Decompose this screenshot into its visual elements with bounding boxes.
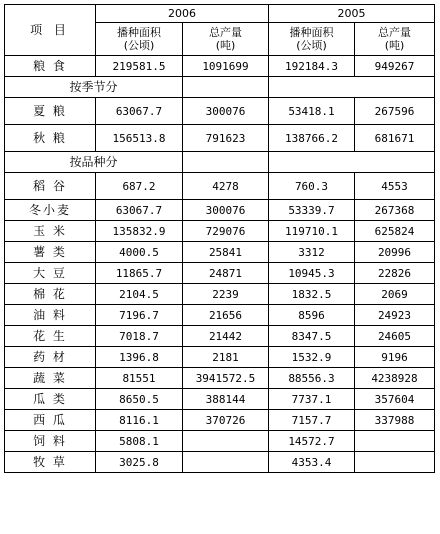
output-2006-cell: 24871 (183, 263, 269, 284)
area-2006-cell: 5808.1 (96, 431, 183, 452)
table-row (5, 326, 435, 347)
output-2005-cell (355, 452, 435, 473)
output-2005-cell: 681671 (355, 125, 435, 152)
table-row (5, 173, 435, 200)
table-row (5, 368, 435, 389)
output-2005-header (355, 23, 435, 56)
section-label-variety: 按品种分 (5, 152, 183, 173)
output-2006-cell: 1091699 (183, 56, 269, 77)
output-2006-cell: 388144 (183, 389, 269, 410)
section-row-variety (5, 152, 435, 173)
area-2005-cell: 14572.7 (269, 431, 355, 452)
row-name: 油 料 (5, 305, 96, 326)
area-2005-cell: 8347.5 (269, 326, 355, 347)
area-2005-cell: 138766.2 (269, 125, 355, 152)
output-2005-cell: 9196 (355, 347, 435, 368)
output-2006-cell (183, 431, 269, 452)
row-name: 玉 米 (5, 221, 96, 242)
section-label-season: 按季节分 (5, 77, 183, 98)
area-2005-cell: 53418.1 (269, 98, 355, 125)
empty-cell (183, 152, 269, 173)
area-2006-cell: 2104.5 (96, 284, 183, 305)
area-2005-cell: 119710.1 (269, 221, 355, 242)
output-2006-cell: 21442 (183, 326, 269, 347)
area-2006-cell: 8650.5 (96, 389, 183, 410)
area-2005-cell: 4353.4 (269, 452, 355, 473)
table-row (5, 431, 435, 452)
output-2006-cell: 2181 (183, 347, 269, 368)
row-name: 薯 类 (5, 242, 96, 263)
area-2006-cell: 8116.1 (96, 410, 183, 431)
table-row (5, 221, 435, 242)
output-2005-cell: 949267 (355, 56, 435, 77)
year-2006-header: 2006 (96, 5, 269, 23)
output-2006-cell: 4278 (183, 173, 269, 200)
area-2005-cell: 7737.1 (269, 389, 355, 410)
output-2006-header (183, 23, 269, 56)
area-2005-header (269, 23, 355, 56)
output-2006-cell: 729076 (183, 221, 269, 242)
output-unit: (吨) (384, 39, 405, 52)
empty-cell (183, 77, 269, 98)
area-2005-cell: 10945.3 (269, 263, 355, 284)
table-row (5, 347, 435, 368)
row-name: 瓜 类 (5, 389, 96, 410)
output-2006-cell: 370726 (183, 410, 269, 431)
area-2006-cell: 81551 (96, 368, 183, 389)
table-row (5, 284, 435, 305)
row-name: 花 生 (5, 326, 96, 347)
output-2006-cell: 21656 (183, 305, 269, 326)
output-2005-cell: 24605 (355, 326, 435, 347)
area-2006-cell: 7196.7 (96, 305, 183, 326)
output-2006-cell: 2239 (183, 284, 269, 305)
area-2006-cell: 63067.7 (96, 98, 183, 125)
area-2005-cell: 760.3 (269, 173, 355, 200)
area-2005-cell: 7157.7 (269, 410, 355, 431)
output-2005-cell: 357604 (355, 389, 435, 410)
area-2005-cell: 3312 (269, 242, 355, 263)
empty-cell (269, 77, 435, 98)
item-header: 项 目 (5, 5, 96, 56)
table-row-grain-total (5, 56, 435, 77)
table-row (5, 389, 435, 410)
row-name: 牧 草 (5, 452, 96, 473)
area-2005-cell: 1832.5 (269, 284, 355, 305)
output-2005-cell: 267596 (355, 98, 435, 125)
row-name: 棉 花 (5, 284, 96, 305)
area-2006-cell: 4000.5 (96, 242, 183, 263)
table-row (5, 452, 435, 473)
table-row (5, 242, 435, 263)
section-row-season (5, 77, 435, 98)
area-2005-cell: 1532.9 (269, 347, 355, 368)
empty-cell (269, 152, 435, 173)
output-label: 总产量 (209, 26, 242, 39)
area-unit: (公顷) (123, 39, 155, 52)
output-2005-cell: 2069 (355, 284, 435, 305)
area-2006-cell: 11865.7 (96, 263, 183, 284)
output-2006-cell: 300076 (183, 98, 269, 125)
output-2006-cell: 791623 (183, 125, 269, 152)
table-row (5, 305, 435, 326)
row-name: 蔬 菜 (5, 368, 96, 389)
table-row (5, 125, 435, 152)
area-2005-cell: 88556.3 (269, 368, 355, 389)
row-name: 秋 粮 (5, 125, 96, 152)
grain-statistics-table (4, 4, 435, 473)
table-row (5, 263, 435, 284)
area-unit: (公顷) (296, 39, 327, 52)
output-2005-cell: 267368 (355, 200, 435, 221)
area-2006-cell: 7018.7 (96, 326, 183, 347)
row-name: 大 豆 (5, 263, 96, 284)
year-2005-header: 2005 (269, 5, 435, 23)
row-name: 饲 料 (5, 431, 96, 452)
output-2005-cell: 4553 (355, 173, 435, 200)
output-unit: (吨) (215, 39, 236, 52)
area-2005-cell: 8596 (269, 305, 355, 326)
row-name: 粮 食 (5, 56, 96, 77)
row-name: 夏 粮 (5, 98, 96, 125)
output-2006-cell (183, 452, 269, 473)
area-2005-cell: 53339.7 (269, 200, 355, 221)
output-2005-cell (355, 431, 435, 452)
row-name: 稻 谷 (5, 173, 96, 200)
output-label: 总产量 (378, 26, 411, 39)
area-2006-cell: 687.2 (96, 173, 183, 200)
table-row (5, 98, 435, 125)
area-2005-cell: 192184.3 (269, 56, 355, 77)
output-2006-cell: 300076 (183, 200, 269, 221)
table-row (5, 200, 435, 221)
output-2005-cell: 337988 (355, 410, 435, 431)
area-2006-cell: 135832.9 (96, 221, 183, 242)
area-2006-cell: 63067.7 (96, 200, 183, 221)
row-name: 冬小麦 (5, 200, 96, 221)
area-2006-cell: 1396.8 (96, 347, 183, 368)
output-2006-cell: 25841 (183, 242, 269, 263)
row-name: 药 材 (5, 347, 96, 368)
area-label: 播种面积 (117, 26, 161, 39)
area-2006-cell: 156513.8 (96, 125, 183, 152)
output-2005-cell: 625824 (355, 221, 435, 242)
output-2006-cell: 3941572.5 (183, 368, 269, 389)
area-2006-header (96, 23, 183, 56)
output-2005-cell: 24923 (355, 305, 435, 326)
row-name: 西 瓜 (5, 410, 96, 431)
output-2005-cell: 22826 (355, 263, 435, 284)
area-2006-cell: 3025.8 (96, 452, 183, 473)
table-row (5, 410, 435, 431)
area-label: 播种面积 (289, 26, 334, 39)
output-2005-cell: 4238928 (355, 368, 435, 389)
area-2006-cell: 219581.5 (96, 56, 183, 77)
output-2005-cell: 20996 (355, 242, 435, 263)
